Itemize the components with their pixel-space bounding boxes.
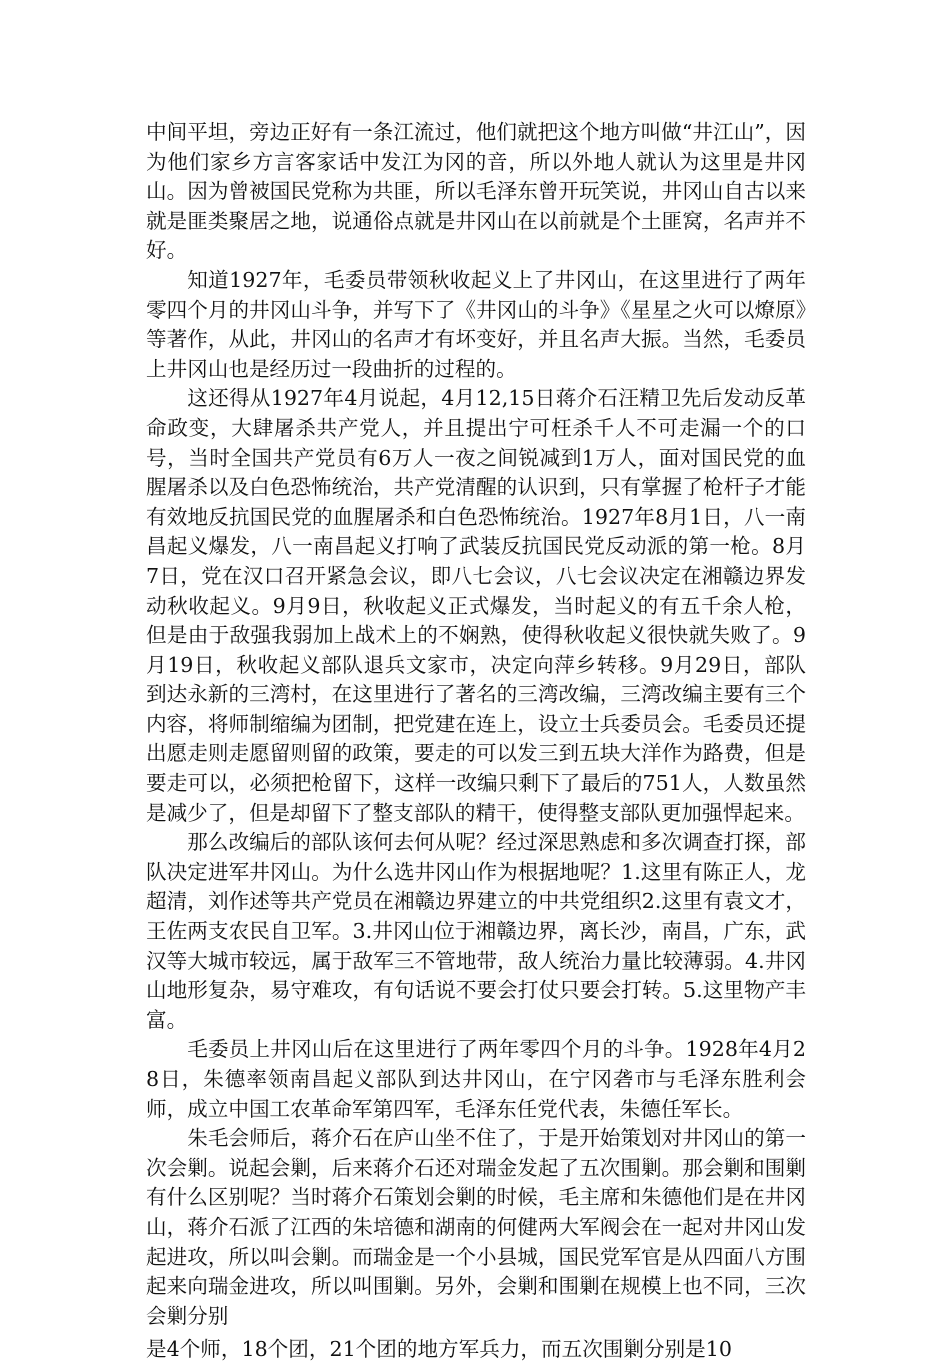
paragraph-2: 知道1927年，毛委员带领秋收起义上了井冈山，在这里进行了两年零四个月的井冈山斗争，并写下了《井冈山的斗争》《星星之火可以燎原》等著作，从此，井冈山的名声才有坏变好，并且名声大振。当然，毛委员上井冈山也是经历过一段曲折的过程的。 — [146, 267, 806, 381]
paragraph-1: 中间平坦，旁边正好有一条江流过，他们就把这个地方叫做“井江山”，因为他们家乡方言客家话中发江为冈的音，所以外地人就认为这里是井冈山。因为曾被国民党称为共匪，所以毛泽东曾开玩笑说，井冈山自古以来就是匪类聚居之地，说通俗点就是井冈山在以前就是个土匪窝，名声并不好。 — [146, 120, 806, 263]
paragraph-4: 那么改编后的部队该何去何从呢？经过深思熟虑和多次调查打探，部队决定进军井冈山。为什么选井冈山作为根据地呢？1.这里有陈正人，龙超清，刘作述等共产党员在湘赣边界建立的中共党组织2.这里有袁文才，王佐两支农民自卫军。3.井冈山位于湘赣边界，离长沙，南昌，广东，武汉等大城市较远，属于敌军三不管地带，敌人统治力量比较薄弱。4.井冈山地形复杂，易守难攻，有句话说不要会打仗只要会打转。5.这里物产丰富。 — [146, 830, 806, 1032]
document-body — [146, 118, 806, 1365]
paragraph-7: 是4个师，18个团，21个团的地方军兵力，而五次围剿分别是10 — [146, 1337, 732, 1362]
paragraph-5: 毛委员上井冈山后在这里进行了两年零四个月的斗争。1928年4月28日，朱德率领南昌起义部队到达井冈山，在宁冈砻市与毛泽东胜利会师，成立中国工农革命军第四军，毛泽东任党代表，朱德任军长。 — [146, 1037, 806, 1121]
paragraph-3: 这还得从1927年4月说起，4月12,15日蒋介石汪精卫先后发动反革命政变，大肆屠杀共产党人，并且提出宁可枉杀千人不可走漏一个的口号，当时全国共产党员有6万人一夜之间锐减到1万人，面对国民党的血腥屠杀以及白色恐怖统治，共产党清醒的认识到，只有掌握了枪杆子才能有效地反抗国民党的血腥屠杀和白色恐怖统治。1927年8月1日，八一南昌起义爆发，八一南昌起义打响了武装反抗国民党反动派的第一枪。8月7日，党在汉口召开紧急会议，即八七会议，八七会议决定在湘赣边界发动秋收起义。9月9日，秋收起义正式爆发，当时起义的有五千余人枪，但是由于敌强我弱加上战术上的不娴熟，使得秋收起义很快就失败了。9月19日，秋收起义部队退兵文家市，决定向萍乡转移。9月29日，部队到达永新的三湾村，在这里进行了著名的三湾改编，三湾改编主要有三个内容，将师制缩编为团制，把党建在连上，设立士兵委员会。毛委员还提出愿走则走愿留则留的政策，要走的可以发三到五块大洋作为路费，但是要走可以，必须把枪留下，这样一改编只剩下了最后的751人，人数虽然是减少了，但是却留下了整支部队的精干，使得整支部队更加强悍起来。 — [146, 386, 806, 825]
paragraph-6: 朱毛会师后，蒋介石在庐山坐不住了，于是开始策划对井冈山的第一次会剿。说起会剿，后来蒋介石还对瑞金发起了五次围剿。那会剿和围剿有什么区别呢？当时蒋介石策划会剿的时候，毛主席和朱德他们是在井冈山，蒋介石派了江西的朱培德和湖南的何健两大军阀会在一起对井冈山发起进攻，所以叫会剿。而瑞金是一个小县城，国民党军官是从四面八方围起来向瑞金进攻，所以叫围剿。另外，会剿和围剿在规模上也不同，三次会剿分别 — [146, 1126, 806, 1328]
